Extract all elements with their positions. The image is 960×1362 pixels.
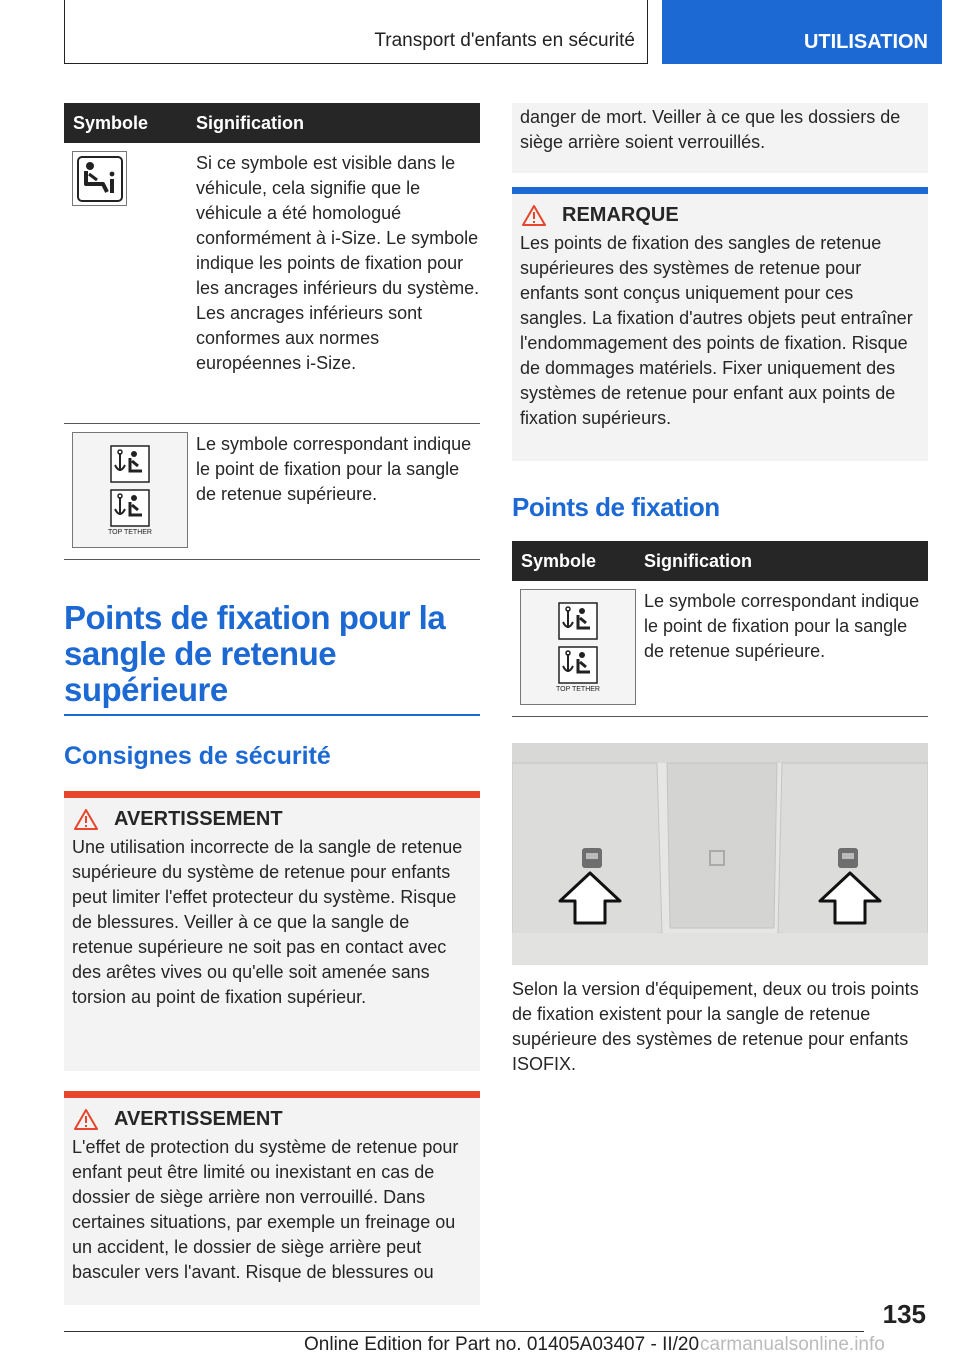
- footer-rule: [64, 1331, 864, 1332]
- col-header-meaning: Signification: [196, 112, 304, 133]
- icon-caption: TOP TETHER: [556, 685, 600, 693]
- symbol-meaning: Si ce symbole est visible dans le véhicule, cela signifie que le véhicule a été homologué conformément à i-Size. Le symbole indique les points de fixation pour les ancrages inférieurs du système. Les ancrages inférieurs sont conformes aux normes européennes i-Size.: [196, 153, 480, 373]
- page-number: 135: [882, 1299, 926, 1329]
- symbol-table-header: [512, 541, 928, 581]
- warning-triangle-icon: [74, 1109, 98, 1130]
- left-column: [64, 103, 480, 1305]
- table-row: [512, 581, 928, 717]
- chapter-tab[interactable]: UTILISATION: [662, 0, 942, 64]
- symbol-cell: [64, 143, 188, 423]
- icon-caption: TOP TETHER: [108, 528, 152, 536]
- watermark-text: carmanualsonline.info: [700, 1334, 885, 1355]
- warning-triangle-icon: [522, 205, 546, 226]
- warning-text: danger de mort. Veiller à ce que les dossiers de siège arrière soient verrouillés.: [520, 107, 901, 152]
- note-text: Les points de fixation des sangles de retenue supérieures des systèmes de retenue pour enfants sont conçus uniquement pour ces sangles. La fixation d'autres objets peut entraîner l'endommagement des points de fixation. Risque de dommages matériels. Fixer uniquement des systèmes de retenue pour enfant aux points de fixation supérieurs.: [520, 233, 913, 428]
- rear-seat-photo: [512, 743, 928, 965]
- warning-text: L'effet de protection du système de retenue pour enfant peut être limité ou inexistant en cas de dossier de siège arrière non verrouillé. Dans certaines situations, par exemple un freinage ou un accident, le dossier de siège arrière peut basculer vers l'avant. Risque de blessures ou: [72, 1137, 459, 1282]
- warning-box: [64, 1091, 480, 1305]
- note-box: [512, 187, 928, 461]
- top-tether-icon: [72, 432, 188, 548]
- top-tether-icon: [520, 589, 636, 705]
- symbol-meaning: Le symbole correspondant indique le point de fixation pour la sangle de retenue supérieure.: [644, 591, 920, 661]
- subheading: Consignes de sécurité: [64, 742, 331, 770]
- col-header-symbol: Symbole: [73, 112, 149, 133]
- section-title: Transport d'enfants en sécurité: [374, 30, 635, 51]
- note-title: [520, 204, 920, 227]
- col-header-symbol: Symbole: [521, 550, 597, 571]
- section-heading: Points de fixation pour la sangle de retenue supérieure: [64, 600, 480, 716]
- table-row: [64, 143, 480, 424]
- symbol-meaning: Le symbole correspondant indique le point de fixation pour la sangle de retenue supérieure.: [196, 434, 472, 504]
- symbol-cell: [512, 581, 636, 716]
- right-column: [512, 103, 928, 1077]
- symbol-table-header: [64, 103, 480, 143]
- symbol-cell: [64, 424, 188, 559]
- photo-caption: Selon la version d'équipement, deux ou trois points de fixation existent pour la sangle de retenue supérieure des systèmes de retenue pour enfants ISOFIX.: [512, 979, 919, 1074]
- isize-seat-icon: [72, 151, 127, 206]
- edition-text: Online Edition for Part no. 01405A03407 - II/20: [304, 1334, 700, 1355]
- note-title-text: REMARQUE: [562, 204, 679, 226]
- col-header-meaning: Signification: [644, 550, 752, 571]
- warning-title-text: AVERTISSEMENT: [114, 808, 283, 830]
- warning-title: [72, 808, 472, 831]
- section-heading: Points de fixation: [512, 492, 720, 522]
- table-row: [64, 424, 480, 560]
- warning-title-text: AVERTISSEMENT: [114, 1108, 283, 1130]
- warning-text: Une utilisation incorrecte de la sangle de retenue supérieure du système de retenue pour enfants peut limiter l'effet protecteur du système. Risque de blessures. Veiller à ce que la sangle de retenue supérieure ne soit pas en contact avec des arêtes vives ou qu'elle soit amenée sans torsion au point de fixation supérieur.: [72, 837, 463, 1007]
- warning-box: [64, 791, 480, 1071]
- header-frame: [64, 0, 648, 64]
- warning-title: [72, 1108, 472, 1131]
- warning-continuation: [512, 103, 928, 173]
- warning-triangle-icon: [74, 809, 98, 830]
